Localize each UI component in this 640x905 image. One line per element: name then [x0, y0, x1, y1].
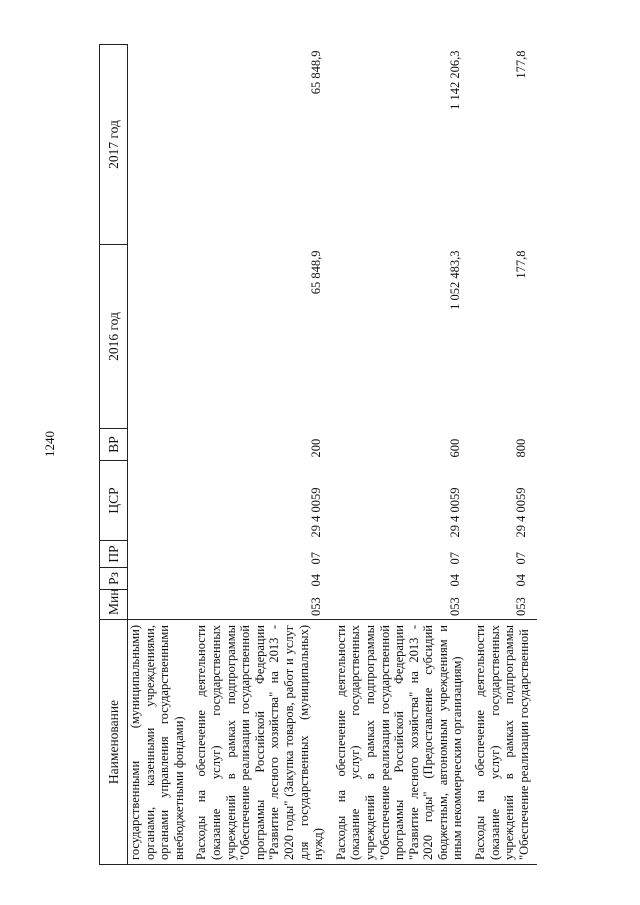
row-2017: 1 142 206,3 [448, 50, 463, 110]
page-number: 1240 [42, 431, 57, 457]
row-pr [128, 541, 193, 568]
table-row [471, 45, 537, 865]
row-2016: 65 848,9 [308, 250, 323, 295]
row-2016 [128, 245, 193, 429]
row-name: Расходы на обеспечение деятельности (оказание услуг) государственных учреждений в рамках подпрограммы "Обеспечение реализации государственной [471, 620, 537, 865]
table-row [128, 45, 193, 865]
header-csr: ЦСР [100, 461, 128, 541]
header-2016: 2016 год [100, 245, 128, 429]
row-rz [128, 568, 193, 590]
row-min: 053 [308, 597, 323, 616]
table-header [100, 45, 128, 865]
row-pr: 07 [514, 552, 529, 565]
header-name: Наименование [100, 620, 128, 865]
table-row [192, 45, 331, 865]
table-body [128, 45, 538, 865]
row-vr: 800 [514, 438, 529, 458]
row-csr [128, 461, 193, 541]
row-pr: 07 [308, 552, 323, 565]
row-csr: 29 4 0059 [308, 487, 323, 538]
row-name: Расходы на обеспечение деятельности (оказание услуг) государственных учреждений в рамках подпрограммы "Обеспечение реализации государственной программы Российской Федерации "Развитие лесного хозяйства" на 2013 - 2020 годы" (Закупка товаров, работ и услуг для государственных (муниципальных) нужд) [192, 620, 331, 865]
row-2017: 177,8 [514, 50, 529, 79]
row-csr: 29 4 0059 [448, 487, 463, 538]
row-name: государственными (муниципальными) органами, казенными учреждениями, органами управления государственными внебюджетными фондами) [128, 620, 193, 865]
table-row [332, 45, 471, 865]
header-pr: ПР [100, 541, 128, 568]
header-rz: Рз [100, 568, 128, 590]
row-2017: 65 848,9 [308, 50, 323, 95]
row-rz: 04 [308, 574, 323, 587]
budget-table [99, 44, 537, 865]
header-2017: 2017 год [100, 45, 128, 245]
row-vr: 600 [448, 438, 463, 458]
row-min: 053 [514, 597, 529, 616]
row-vr [128, 429, 193, 461]
row-rz: 04 [514, 574, 529, 587]
row-vr: 200 [308, 438, 323, 458]
row-2016: 177,8 [514, 250, 529, 279]
row-min [128, 590, 193, 620]
row-2017 [128, 45, 193, 245]
budget-table-container [99, 45, 612, 865]
row-rz: 04 [448, 574, 463, 587]
row-name: Расходы на обеспечение деятельности (оказание услуг) государственных учреждений в рамках подпрограммы "Обеспечение реализации государственной программы Российской Федерации "Развитие лесного хозяйства" на 2013 - 2020 годы" (Предоставление субсидий бюджетным, автономным учреждениям и иным некоммерческим организациям) [332, 620, 471, 865]
row-2016: 1 052 483,3 [448, 250, 463, 310]
header-min: Мин [100, 590, 128, 620]
row-min: 053 [448, 597, 463, 616]
header-vr: ВР [100, 429, 128, 461]
row-pr: 07 [448, 552, 463, 565]
row-csr: 29 4 0059 [514, 487, 529, 538]
